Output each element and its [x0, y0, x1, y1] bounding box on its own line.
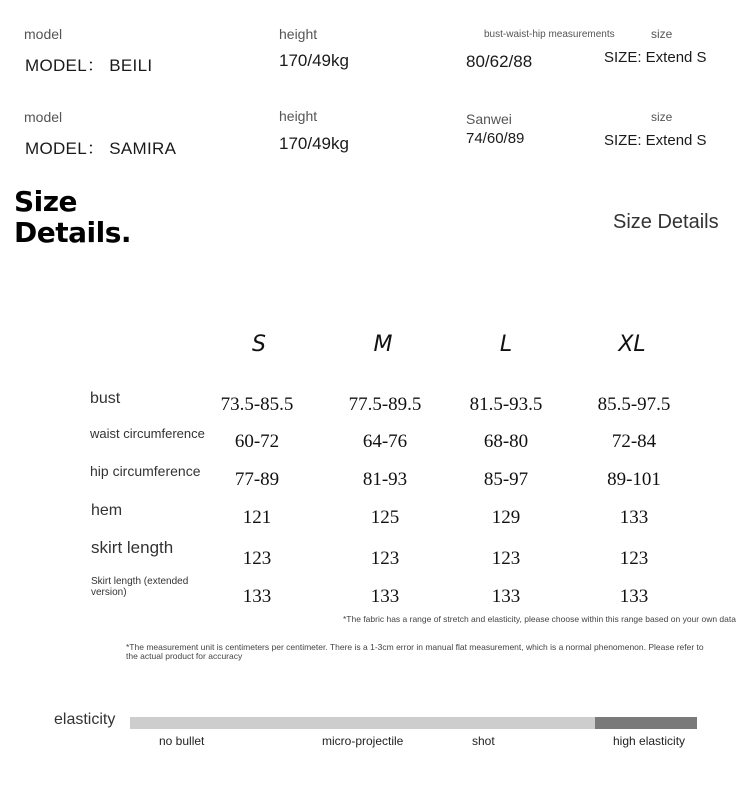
row-label-hem: hem	[91, 502, 123, 519]
elasticity-label: elasticity	[54, 711, 116, 728]
table-cell: 85.5-97.5	[597, 394, 671, 415]
model-2-name: MODEL： SAMIRA	[25, 139, 177, 158]
model-1-measurements: 80/62/88	[466, 52, 533, 71]
table-cell: 72-84	[611, 431, 657, 452]
row-label-bust: bust	[90, 390, 121, 407]
elasticity-option-shot: shot	[472, 734, 495, 748]
elasticity-option-micro-projectile: micro-projectile	[322, 734, 404, 748]
table-cell: 133	[242, 586, 272, 607]
table-cell: 89-101	[607, 469, 661, 490]
model-2-measure-label: Sanwei	[466, 111, 512, 127]
size-header-xl: XL	[618, 332, 646, 357]
table-cell: 77.5-89.5	[348, 394, 422, 415]
model-1-measure-label: bust-waist-hip measurements	[484, 29, 615, 40]
model-1-height-label: height	[279, 26, 318, 42]
size-header-m: M	[373, 332, 393, 357]
model-2-height: 170/49kg	[279, 134, 349, 153]
size-header-l: L	[499, 332, 513, 357]
table-cell: 123	[370, 548, 400, 569]
table-cell: 77-89	[234, 469, 280, 490]
measurement-note: *The measurement unit is centimeters per centimeter. There is a 1-3cm error in manual flat measurement, which is a normal phenomenon. Please refer to the actual product for accuracy	[126, 642, 704, 661]
size-details-right-title: Size Details	[613, 211, 719, 233]
model-2-size: SIZE: Extend S	[604, 132, 707, 149]
elasticity-level-fill	[595, 717, 697, 729]
row-label-skirt-length-extended: Skirt length (extended version)	[91, 576, 189, 598]
table-cell: 60-72	[234, 431, 280, 452]
model-1-name: MODEL： BEILI	[25, 56, 153, 75]
table-cell: 81.5-93.5	[469, 394, 543, 415]
table-cell: 73.5-85.5	[220, 394, 294, 415]
table-cell: 81-93	[362, 469, 408, 490]
table-cell: 64-76	[362, 431, 408, 452]
model-2-height-label: height	[279, 108, 318, 124]
size-header-s: S	[252, 332, 266, 357]
table-cell: 85-97	[483, 469, 529, 490]
table-cell: 123	[491, 548, 521, 569]
elasticity-option-no-bullet: no bullet	[159, 734, 205, 748]
table-cell: 133	[491, 586, 521, 607]
table-cell: 123	[242, 548, 272, 569]
row-label-waist: waist circumference	[90, 426, 205, 441]
model-1-size: SIZE: Extend S	[604, 49, 707, 66]
model-2-label: model	[24, 109, 63, 125]
fabric-note: *The fabric has a range of stretch and elasticity, please choose within this range based on your own data	[343, 614, 736, 624]
model-2-size-label: size	[651, 110, 673, 124]
row-label-hip: hip circumference	[90, 463, 201, 479]
table-cell: 121	[242, 507, 272, 528]
row-label-skirt-length: skirt length	[91, 538, 174, 557]
table-cell: 133	[370, 586, 400, 607]
model-1-size-label: size	[651, 27, 673, 41]
model-1-height: 170/49kg	[279, 51, 349, 70]
table-cell: 129	[491, 507, 521, 528]
model-2-measurements: 74/60/89	[466, 130, 525, 147]
table-cell: 133	[619, 586, 649, 607]
table-cell: 123	[619, 548, 649, 569]
model-1-label: model	[24, 26, 63, 42]
size-details-title-line2: Details.	[14, 216, 132, 249]
size-details-title-line1: Size	[14, 185, 78, 218]
elasticity-option-high-elasticity: high elasticity	[613, 734, 686, 748]
table-cell: 133	[619, 507, 649, 528]
table-cell: 68-80	[483, 431, 529, 452]
table-cell: 125	[370, 507, 400, 528]
